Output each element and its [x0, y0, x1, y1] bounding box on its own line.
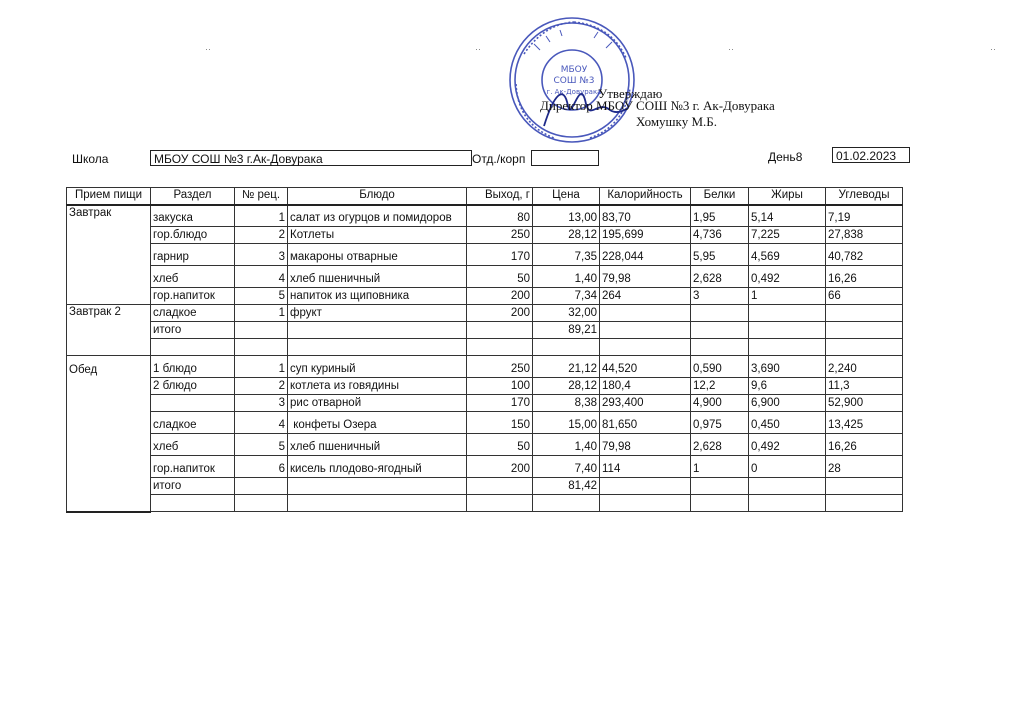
cell-protein: 5,95: [691, 244, 749, 266]
cell-empty: [235, 339, 288, 356]
cell-recipe: 2: [235, 378, 288, 395]
cell-price: 1,40: [533, 434, 600, 456]
cell-kcal: 264: [600, 288, 691, 305]
cell-protein: 0,590: [691, 356, 749, 378]
cell-carb: 40,782: [826, 244, 903, 266]
cell-kcal: 293,400: [600, 395, 691, 412]
col-kcal: Калорийность: [600, 188, 691, 205]
cell-dish: [288, 322, 467, 339]
cell-carb: 7,19: [826, 205, 903, 227]
meal-cell-empty: [67, 266, 151, 288]
cell-recipe: [235, 322, 288, 339]
cell-kcal: [600, 305, 691, 322]
cell-price: 28,12: [533, 227, 600, 244]
cell-yield: 150: [467, 412, 533, 434]
meal-cell-empty: [67, 456, 151, 478]
cell-carb: 66: [826, 288, 903, 305]
cell-protein: 0,975: [691, 412, 749, 434]
cell-kcal: 79,98: [600, 434, 691, 456]
cell-price: 81,42: [533, 478, 600, 495]
cell-kcal: 79,98: [600, 266, 691, 288]
cell-carb: 16,26: [826, 266, 903, 288]
cell-protein: [691, 478, 749, 495]
cell-empty: [826, 339, 903, 356]
cell-carb: 2,240: [826, 356, 903, 378]
cell-price: 7,35: [533, 244, 600, 266]
table-row: [67, 356, 903, 378]
meal-cell-empty: [67, 339, 151, 356]
cell-section: итого: [151, 478, 235, 495]
cell-dish: салат из огурцов и помидоров: [288, 205, 467, 227]
cell-yield: 170: [467, 395, 533, 412]
cell-yield: [467, 322, 533, 339]
col-fat: Жиры: [749, 188, 826, 205]
date-field[interactable]: 01.02.2023: [832, 147, 910, 163]
cell-dish: напиток из щиповника: [288, 288, 467, 305]
cell-dish: макароны отварные: [288, 244, 467, 266]
cell-recipe: 3: [235, 244, 288, 266]
cell-price: 32,00: [533, 305, 600, 322]
meal-cell-empty: [67, 395, 151, 412]
cell-yield: 250: [467, 356, 533, 378]
school-seal: [494, 14, 654, 144]
seal-line-3: г. Ак-Довурака: [546, 88, 602, 96]
seal-line-1: МБОУ: [560, 65, 588, 75]
cell-fat: [749, 478, 826, 495]
cell-fat: 0,492: [749, 266, 826, 288]
cell-kcal: 114: [600, 456, 691, 478]
cell-fat: 9,6: [749, 378, 826, 395]
cell-carb: 28: [826, 456, 903, 478]
cell-dish: Котлеты: [288, 227, 467, 244]
cell-empty: [533, 339, 600, 356]
cell-yield: 200: [467, 456, 533, 478]
cell-dish: рис отварной: [288, 395, 467, 412]
cell-carb: 27,838: [826, 227, 903, 244]
cell-protein: 3: [691, 288, 749, 305]
cell-yield: 170: [467, 244, 533, 266]
table-row: [67, 288, 903, 305]
cell-kcal: 180,4: [600, 378, 691, 395]
meal-cell-empty: [67, 227, 151, 244]
col-protein: Белки: [691, 188, 749, 205]
col-price: Цена: [533, 188, 600, 205]
cell-dish: хлеб пшеничный: [288, 266, 467, 288]
col-section: Раздел: [151, 188, 235, 205]
cell-section: 1 блюдо: [151, 356, 235, 378]
col-recipe: № рец.: [235, 188, 288, 205]
cell-recipe: 1: [235, 205, 288, 227]
cell-price: 15,00: [533, 412, 600, 434]
table-row: [67, 434, 903, 456]
seal-line-2: СОШ №3: [553, 76, 595, 86]
col-carb: Углеводы: [826, 188, 903, 205]
meal-lunch: Обед: [67, 356, 151, 378]
table-row: [67, 227, 903, 244]
cell-empty: [600, 495, 691, 512]
meal-cell-empty: [67, 478, 151, 495]
cell-fat: [749, 305, 826, 322]
cell-price: 21,12: [533, 356, 600, 378]
cell-section: сладкое: [151, 305, 235, 322]
meal-cell-empty: [67, 495, 151, 512]
cell-fat: 7,225: [749, 227, 826, 244]
cell-yield: 200: [467, 305, 533, 322]
meal-cell-empty: [67, 288, 151, 305]
cell-section: гор.напиток: [151, 288, 235, 305]
approval-line-2: Директор МБОУ СОШ №3 г. Ак-Довурака: [540, 98, 775, 113]
cell-dish: кисель плодово-ягодный: [288, 456, 467, 478]
cell-fat: 6,900: [749, 395, 826, 412]
table-row: [67, 495, 903, 512]
cell-kcal: 44,520: [600, 356, 691, 378]
cell-section: сладкое: [151, 412, 235, 434]
cell-fat: 0,450: [749, 412, 826, 434]
cell-fat: 3,690: [749, 356, 826, 378]
cell-carb: [826, 305, 903, 322]
cell-empty: [467, 495, 533, 512]
cell-empty: [600, 339, 691, 356]
scan-speck: ··: [990, 44, 996, 54]
cell-protein: 2,628: [691, 266, 749, 288]
table-row: [67, 266, 903, 288]
day-label: [768, 150, 802, 164]
cell-price: 8,38: [533, 395, 600, 412]
cell-section: гор.блюдо: [151, 227, 235, 244]
table-header-row: [67, 188, 903, 205]
col-meal: Прием пищи: [67, 188, 151, 205]
cell-fat: [749, 322, 826, 339]
cell-carb: 11,3: [826, 378, 903, 395]
cell-yield: 80: [467, 205, 533, 227]
cell-kcal: 81,650: [600, 412, 691, 434]
cell-price: 89,21: [533, 322, 600, 339]
cell-empty: [151, 339, 235, 356]
school-field[interactable]: МБОУ СОШ №3 г.Ак-Довурака: [150, 150, 472, 166]
cell-protein: 4,736: [691, 227, 749, 244]
cell-dish: хлеб пшеничный: [288, 434, 467, 456]
cell-empty: [749, 495, 826, 512]
table-row: [67, 478, 903, 495]
cell-yield: 50: [467, 266, 533, 288]
cell-kcal: [600, 478, 691, 495]
cell-section: [151, 395, 235, 412]
table-row: [67, 205, 903, 227]
table-row: [67, 395, 903, 412]
cell-kcal: [600, 322, 691, 339]
table-row: [67, 339, 903, 356]
cell-fat: 0,492: [749, 434, 826, 456]
cell-recipe: 1: [235, 356, 288, 378]
table-row: [67, 378, 903, 395]
cell-kcal: 228,044: [600, 244, 691, 266]
cell-section: хлеб: [151, 266, 235, 288]
approval-line-3: Хомушку М.Б.: [636, 114, 717, 129]
cell-recipe: [235, 478, 288, 495]
meal-breakfast: Завтрак: [67, 205, 151, 227]
cell-empty: [691, 495, 749, 512]
meal-cell-empty: [67, 322, 151, 339]
cell-section: гор.напиток: [151, 456, 235, 478]
table-row: [67, 322, 903, 339]
dept-label: Отд./корп: [472, 152, 526, 166]
table-row: [67, 412, 903, 434]
cell-empty: [749, 339, 826, 356]
cell-protein: 1: [691, 456, 749, 478]
cell-carb: 13,425: [826, 412, 903, 434]
cell-protein: 4,900: [691, 395, 749, 412]
cell-protein: 12,2: [691, 378, 749, 395]
table-row: [67, 305, 903, 322]
cell-protein: [691, 322, 749, 339]
cell-price: 13,00: [533, 205, 600, 227]
cell-kcal: 83,70: [600, 205, 691, 227]
day-number: 8: [795, 150, 803, 164]
cell-carb: 52,900: [826, 395, 903, 412]
cell-empty: [533, 495, 600, 512]
cell-empty: [826, 495, 903, 512]
approval-line-1: Утверждаю: [598, 86, 663, 101]
cell-recipe: 5: [235, 288, 288, 305]
cell-dish: фрукт: [288, 305, 467, 322]
cell-recipe: 4: [235, 266, 288, 288]
cell-fat: 1: [749, 288, 826, 305]
cell-fat: 0: [749, 456, 826, 478]
cell-price: 28,12: [533, 378, 600, 395]
cell-section: гарнир: [151, 244, 235, 266]
cell-carb: 16,26: [826, 434, 903, 456]
table-row: [67, 456, 903, 478]
cell-empty: [288, 339, 467, 356]
meal-breakfast-2: Завтрак 2: [67, 305, 151, 322]
cell-dish: котлета из говядины: [288, 378, 467, 395]
cell-yield: [467, 478, 533, 495]
cell-yield: 200: [467, 288, 533, 305]
cell-price: 7,40: [533, 456, 600, 478]
cell-empty: [235, 495, 288, 512]
cell-yield: 250: [467, 227, 533, 244]
scan-speck: ··: [728, 44, 734, 54]
cell-recipe: 1: [235, 305, 288, 322]
scan-speck: ··: [475, 44, 481, 54]
cell-section: итого: [151, 322, 235, 339]
dept-field[interactable]: [531, 150, 599, 166]
cell-price: 1,40: [533, 266, 600, 288]
cell-dish: суп куриный: [288, 356, 467, 378]
cell-recipe: 4: [235, 412, 288, 434]
cell-empty: [467, 339, 533, 356]
col-yield: Выход, г: [467, 188, 533, 205]
school-label: Школа: [72, 152, 109, 166]
cell-fat: 5,14: [749, 205, 826, 227]
cell-kcal: 195,699: [600, 227, 691, 244]
cell-recipe: 5: [235, 434, 288, 456]
meal-cell-empty: [67, 378, 151, 395]
cell-yield: 100: [467, 378, 533, 395]
cell-recipe: 2: [235, 227, 288, 244]
cell-yield: 50: [467, 434, 533, 456]
cell-recipe: 6: [235, 456, 288, 478]
cell-empty: [288, 495, 467, 512]
cell-empty: [151, 495, 235, 512]
cell-protein: 2,628: [691, 434, 749, 456]
cell-recipe: 3: [235, 395, 288, 412]
cell-protein: 1,95: [691, 205, 749, 227]
cell-dish: конфеты Озера: [288, 412, 467, 434]
cell-section: 2 блюдо: [151, 378, 235, 395]
menu-table: [66, 187, 903, 513]
cell-protein: [691, 305, 749, 322]
day-label-text: День: [768, 150, 796, 164]
meal-cell-empty: [67, 434, 151, 456]
col-dish: Блюдо: [288, 188, 467, 205]
cell-empty: [691, 339, 749, 356]
table-row: [67, 244, 903, 266]
cell-carb: [826, 322, 903, 339]
cell-dish: [288, 478, 467, 495]
cell-fat: 4,569: [749, 244, 826, 266]
meal-cell-empty: [67, 412, 151, 434]
cell-price: 7,34: [533, 288, 600, 305]
meal-cell-empty: [67, 244, 151, 266]
cell-section: закуска: [151, 205, 235, 227]
scan-speck: ··: [205, 44, 211, 54]
cell-section: хлеб: [151, 434, 235, 456]
cell-carb: [826, 478, 903, 495]
